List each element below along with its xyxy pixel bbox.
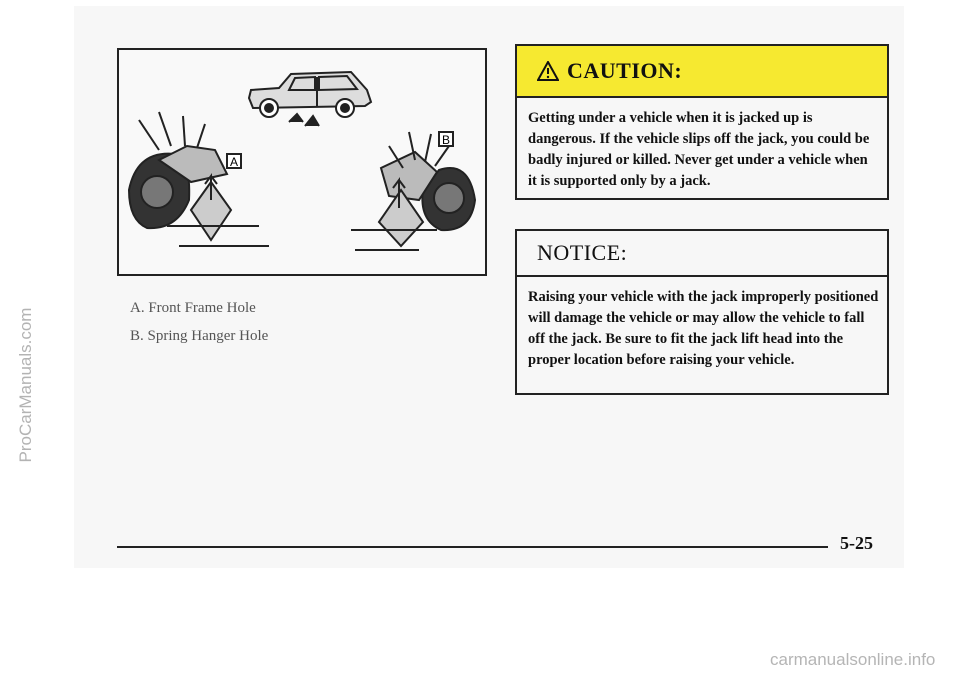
- side-watermark: ProCarManuals.com: [16, 307, 35, 463]
- jacking-illustration: [119, 50, 485, 274]
- figure-label-b: B: [441, 133, 451, 147]
- caution-box: [515, 44, 889, 200]
- caption-spring-hanger-hole: B. Spring Hanger Hole: [130, 328, 269, 344]
- warning-triangle-icon: [537, 61, 559, 81]
- jack-location-figure: [117, 48, 487, 276]
- caution-body: Getting under a vehicle when it is jacked up is dangerous. If the vehicle slips off the jack, you could be badly injured or killed. Never get under a vehicle when it is supported only by a jack.: [528, 110, 870, 189]
- notice-title: NOTICE:: [537, 240, 628, 265]
- figure-label-a: A: [229, 155, 239, 169]
- caution-header: [517, 46, 887, 98]
- notice-header: [517, 231, 887, 277]
- caution-title: CAUTION:: [567, 58, 683, 83]
- page-number: 5-25: [840, 533, 873, 553]
- footer-rule: [117, 546, 828, 548]
- notice-body: Raising your vehicle with the jack improperly positioned will damage the vehicle or may allow the vehicle to fall off the jack. Be sure to fit the jack lift head into the proper location before raising your vehicle.: [528, 289, 879, 368]
- site-footer-watermark: carmanualsonline.info: [770, 650, 936, 669]
- caption-front-frame-hole: A. Front Frame Hole: [130, 300, 256, 316]
- notice-box: [515, 229, 889, 395]
